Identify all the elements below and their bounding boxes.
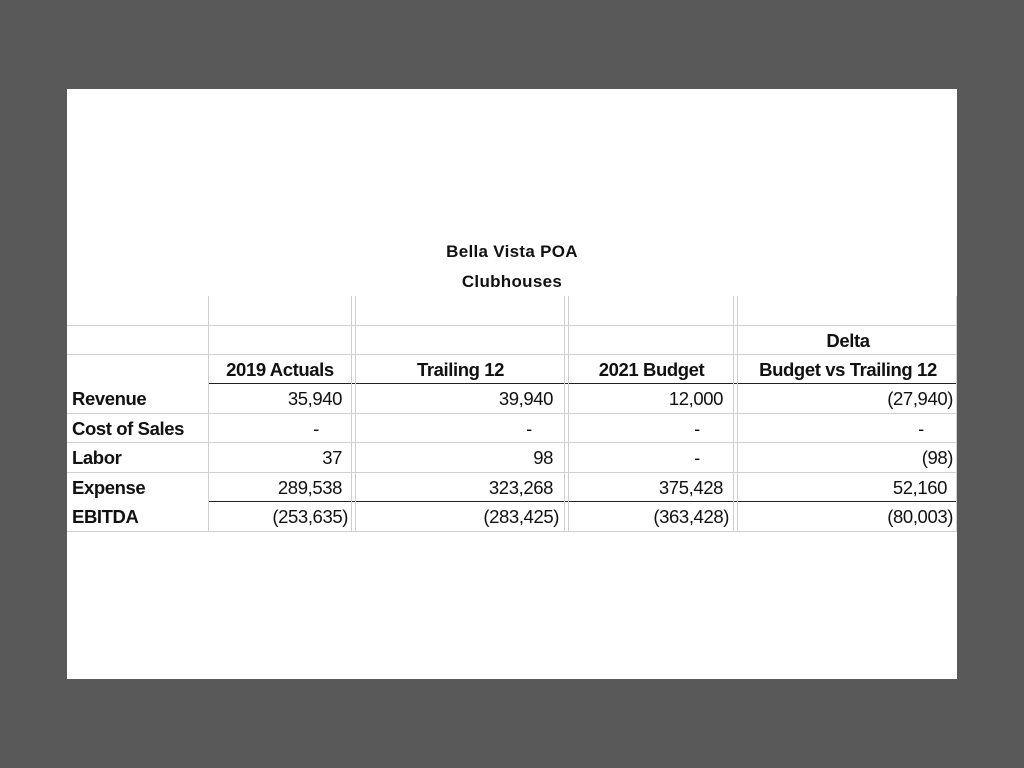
table-cell: (253,635) xyxy=(272,506,348,527)
row-label-cost-of-sales: Cost of Sales xyxy=(72,418,184,439)
table-cell: - xyxy=(694,447,700,468)
table-cell: (80,003) xyxy=(887,506,953,527)
gridline xyxy=(67,531,957,532)
table-cell: 52,160 xyxy=(892,477,947,498)
table-cell: 37 xyxy=(322,447,342,468)
table-cell: - xyxy=(918,418,924,439)
table-cell: (27,940) xyxy=(887,388,953,409)
table-cell: 39,940 xyxy=(498,388,553,409)
column-header-2021-budget: 2021 Budget xyxy=(598,359,705,380)
report-title: Bella Vista POA xyxy=(446,242,578,261)
table-cell: 289,538 xyxy=(277,477,342,498)
row-label-labor: Labor xyxy=(72,447,122,468)
spreadsheet-page xyxy=(67,89,957,679)
column-header-trailing-12: Trailing 12 xyxy=(416,359,505,380)
column-divider xyxy=(733,296,738,532)
column-divider xyxy=(351,296,356,532)
row-label-revenue: Revenue xyxy=(72,388,147,409)
table-cell: 98 xyxy=(533,447,553,468)
table-cell: - xyxy=(526,418,532,439)
table-cell: 323,268 xyxy=(488,477,553,498)
column-divider xyxy=(564,296,569,532)
row-label-ebitda: EBITDA xyxy=(72,506,139,527)
report-subtitle: Clubhouses xyxy=(461,272,563,291)
table-cell: (283,425) xyxy=(483,506,559,527)
table-cell: 35,940 xyxy=(287,388,342,409)
table-cell: - xyxy=(313,418,319,439)
table-cell: 375,428 xyxy=(658,477,723,498)
column-header-2019-actuals: 2019 Actuals xyxy=(226,359,334,380)
table-cell: (98) xyxy=(921,447,953,468)
table-cell: (363,428) xyxy=(653,506,729,527)
column-header-budget-vs-trailing-12: Budget vs Trailing 12 xyxy=(759,359,937,380)
delta-header: Delta xyxy=(826,330,870,351)
table-cell: - xyxy=(694,418,700,439)
row-label-expense: Expense xyxy=(72,477,146,498)
table-cell: 12,000 xyxy=(668,388,723,409)
financial-table xyxy=(67,296,957,532)
